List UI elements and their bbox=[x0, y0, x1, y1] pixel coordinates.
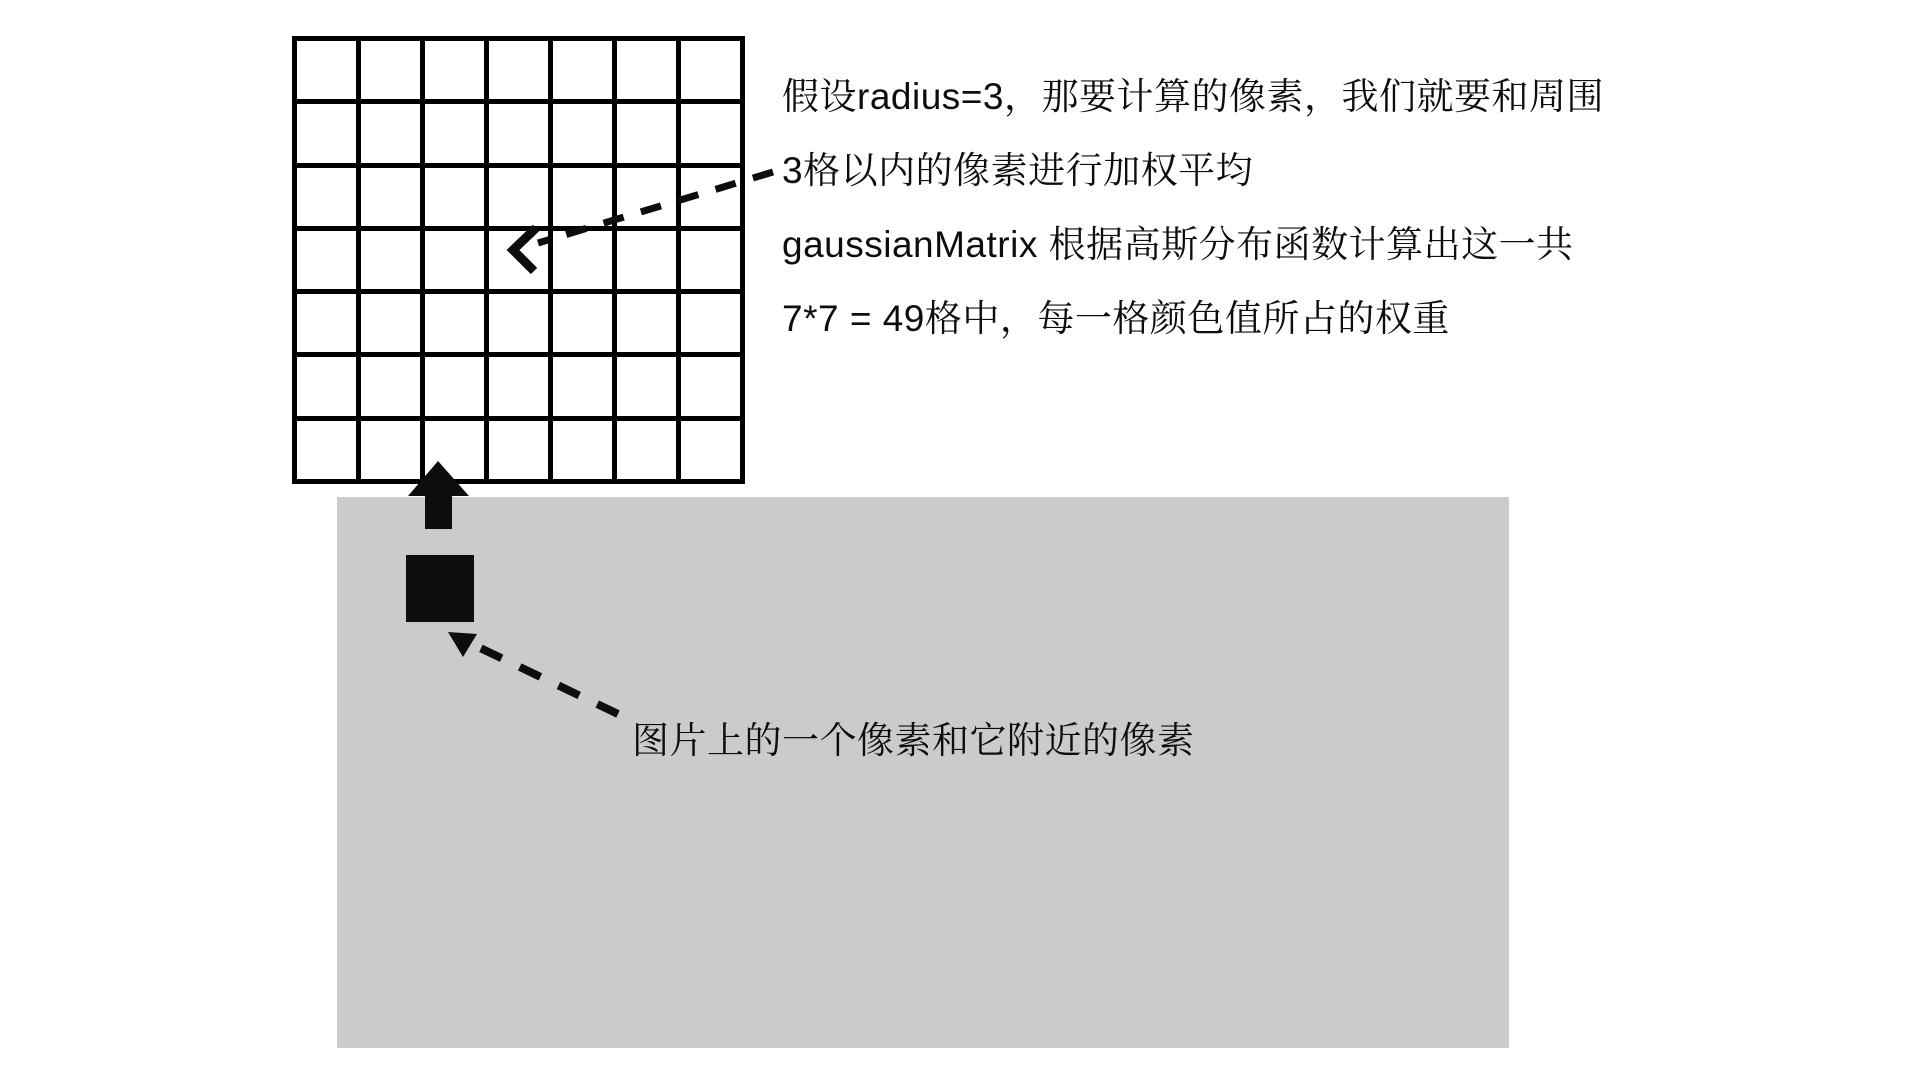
kernel-grid-cell bbox=[681, 421, 740, 479]
kernel-grid-cell bbox=[553, 357, 612, 415]
kernel-grid-cell bbox=[297, 357, 356, 415]
kernel-grid-cell bbox=[553, 294, 612, 352]
kernel-grid-cell bbox=[425, 41, 484, 99]
kernel-grid-cell bbox=[617, 41, 676, 99]
explanation-text bbox=[782, 60, 1732, 356]
kernel-grid-cell bbox=[617, 231, 676, 289]
kernel-grid-cell bbox=[681, 41, 740, 99]
kernel-grid-cell bbox=[361, 104, 420, 162]
explanation-line-2: 3格以内的像素进行加权平均 bbox=[782, 150, 1254, 191]
kernel-grid-cell bbox=[425, 421, 484, 479]
kernel-grid-cell bbox=[297, 294, 356, 352]
kernel-grid-cell bbox=[489, 41, 548, 99]
kernel-grid-cell bbox=[553, 168, 612, 226]
kernel-grid-cell bbox=[425, 104, 484, 162]
source-pixel-square bbox=[406, 555, 474, 622]
kernel-grid-cell bbox=[617, 104, 676, 162]
kernel-grid-cell bbox=[425, 294, 484, 352]
source-image-region bbox=[337, 497, 1509, 1048]
kernel-grid-cell bbox=[489, 104, 548, 162]
explanation-line-3: gaussianMatrix 根据高斯分布函数计算出这一共 bbox=[782, 224, 1574, 265]
kernel-grid-cell bbox=[617, 421, 676, 479]
pixel-caption: 图片上的一个像素和它附近的像素 bbox=[632, 720, 1195, 761]
kernel-grid-cell bbox=[425, 231, 484, 289]
kernel-grid-cell bbox=[553, 41, 612, 99]
kernel-grid-cell bbox=[489, 294, 548, 352]
kernel-grid-cell bbox=[297, 104, 356, 162]
kernel-grid-cell bbox=[553, 104, 612, 162]
kernel-grid-cell bbox=[361, 421, 420, 479]
kernel-grid-cell bbox=[361, 231, 420, 289]
kernel-grid-cell bbox=[361, 168, 420, 226]
explanation-line-1: 假设radius=3，那要计算的像素，我们就要和周围 bbox=[782, 76, 1604, 117]
kernel-grid-cell bbox=[489, 168, 548, 226]
kernel-grid-cell bbox=[681, 104, 740, 162]
kernel-grid-cell bbox=[489, 357, 548, 415]
kernel-grid-cell bbox=[553, 421, 612, 479]
kernel-grid-cell bbox=[617, 168, 676, 226]
kernel-grid-cell bbox=[681, 231, 740, 289]
kernel-grid-cell bbox=[361, 294, 420, 352]
kernel-grid-cell bbox=[425, 168, 484, 226]
kernel-grid-cell bbox=[297, 168, 356, 226]
gaussian-kernel-grid bbox=[292, 36, 745, 484]
kernel-grid-cell bbox=[489, 421, 548, 479]
explanation-line-4: 7*7 = 49格中，每一格颜色值所占的权重 bbox=[782, 298, 1450, 339]
kernel-grid-cell bbox=[681, 294, 740, 352]
kernel-grid-cell bbox=[297, 41, 356, 99]
kernel-grid-cell bbox=[489, 231, 548, 289]
kernel-grid-cell bbox=[617, 357, 676, 415]
kernel-grid-cell bbox=[617, 294, 676, 352]
kernel-grid-cell bbox=[425, 357, 484, 415]
kernel-grid-cell bbox=[681, 357, 740, 415]
kernel-grid-cell bbox=[361, 41, 420, 99]
kernel-grid-cell bbox=[681, 168, 740, 226]
kernel-grid-cell bbox=[297, 231, 356, 289]
kernel-grid-cell bbox=[361, 357, 420, 415]
kernel-grid-cell bbox=[297, 421, 356, 479]
kernel-grid-cell bbox=[553, 231, 612, 289]
